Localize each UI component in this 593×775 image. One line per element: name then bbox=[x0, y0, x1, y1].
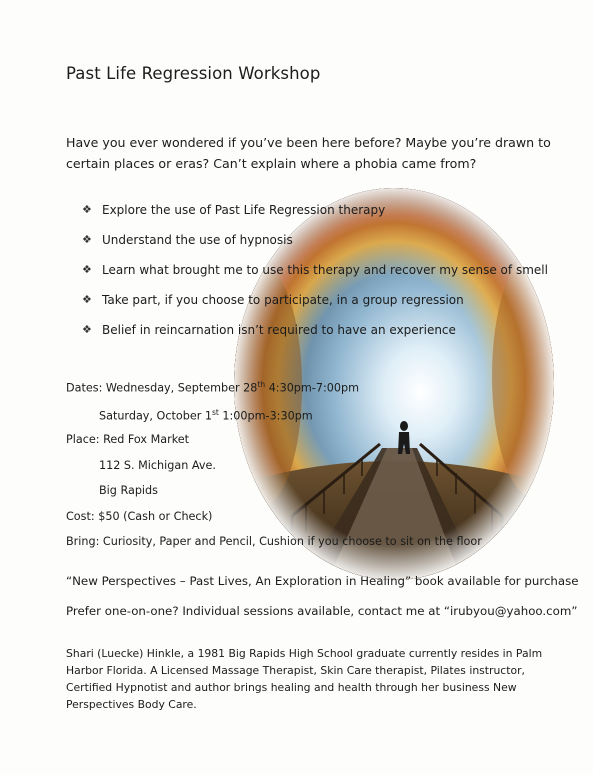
page-title: Past Life Regression Workshop bbox=[66, 64, 321, 83]
dates-line-2: Saturday, October 1st 1:00pm-3:30pm bbox=[99, 408, 313, 423]
intro-paragraph: Have you ever wondered if you’ve been here before? Maybe you’re drawn to certain places or eras? Can’t explain where a phobia came from? bbox=[66, 135, 551, 171]
list-item: ❖ Belief in reincarnation isn’t required to have an experience bbox=[82, 323, 456, 337]
diamond-bullet-icon: ❖ bbox=[82, 293, 92, 306]
cost-line: Cost: $50 (Cash or Check) bbox=[66, 510, 213, 523]
diamond-bullet-icon: ❖ bbox=[82, 323, 92, 336]
place-city: Big Rapids bbox=[99, 484, 158, 497]
place-line: Place: Red Fox Market bbox=[66, 433, 190, 446]
dates-line-1: Dates: Wednesday, September 28th 4:30pm-7:00pm bbox=[66, 380, 359, 395]
list-item: ❖ Learn what brought me to use this therapy and recover my sense of smell bbox=[82, 263, 548, 277]
author-bio: Shari (Luecke) Hinkle, a 1981 Big Rapids High School graduate currently resides in Palm Harbor Florida. A Licensed Massage Therapist, Skin Care therapist, Pilates instructor, Certified Hypnotist and author brings healing and health through her business New Perspectives Body Care. bbox=[66, 647, 543, 711]
list-item: ❖ Explore the use of Past Life Regression therapy bbox=[82, 203, 386, 217]
diamond-bullet-icon: ❖ bbox=[82, 263, 92, 276]
diamond-bullet-icon: ❖ bbox=[82, 233, 92, 246]
list-item: ❖ Take part, if you choose to participate, in a group regression bbox=[82, 293, 464, 307]
place-street: 112 S. Michigan Ave. bbox=[99, 459, 216, 472]
diamond-bullet-icon: ❖ bbox=[82, 203, 92, 216]
list-item: ❖ Understand the use of hypnosis bbox=[82, 233, 293, 247]
book-availability: “New Perspectives – Past Lives, An Exploration in Healing” book available for purchase bbox=[66, 574, 579, 588]
benefit-list bbox=[82, 203, 548, 353]
bring-line: Bring: Curiosity, Paper and Pencil, Cushion if you choose to sit on the floor bbox=[66, 535, 482, 548]
sessions-contact: Prefer one-on-one? Individual sessions available, contact me at “irubyou@yahoo.com” bbox=[66, 604, 578, 618]
